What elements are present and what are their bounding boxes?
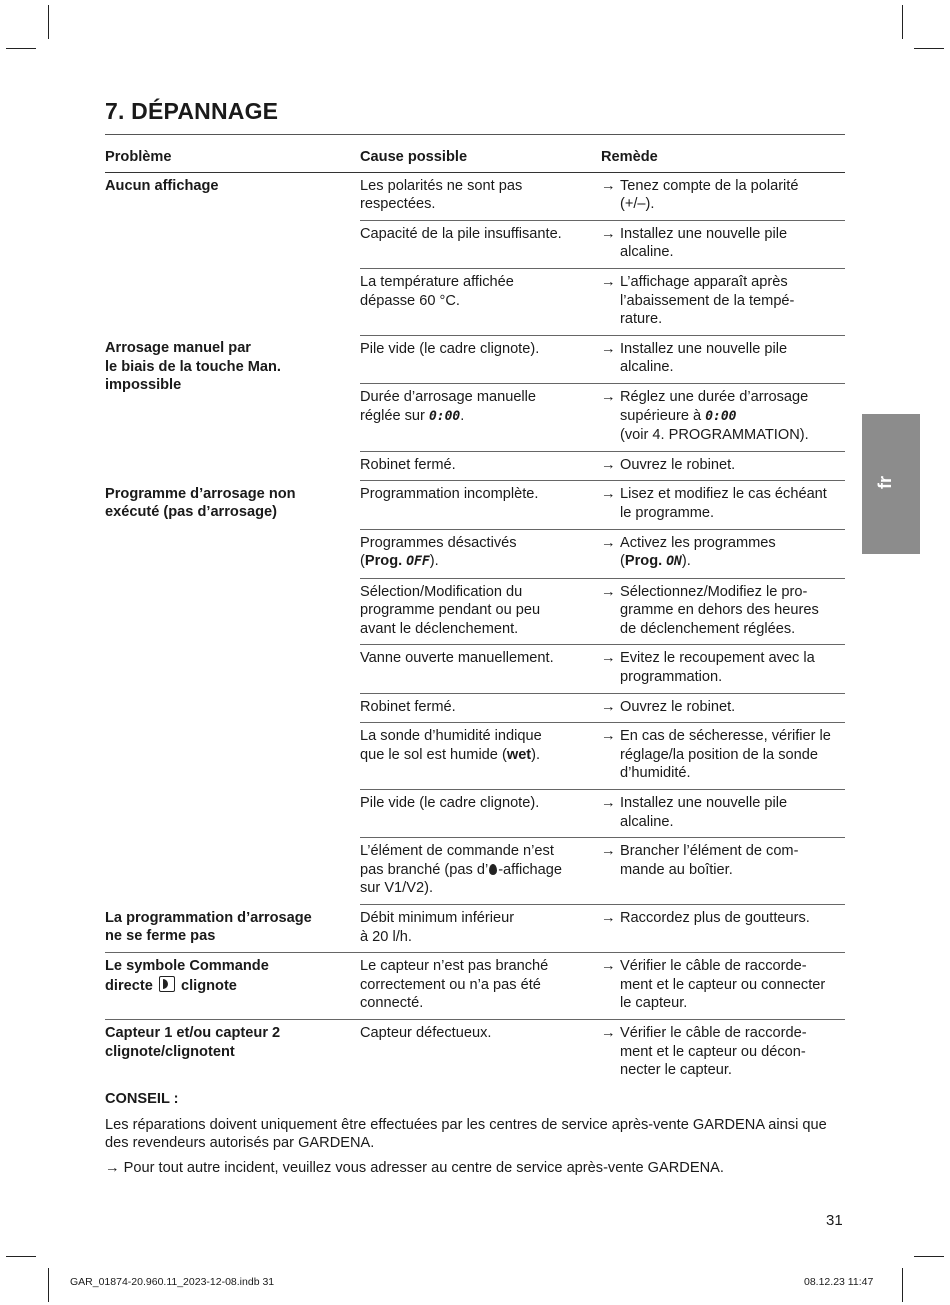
remedy-item — [601, 388, 845, 445]
remedy-cell — [601, 578, 845, 645]
remedy-cell — [601, 1019, 845, 1085]
bold-text: Prog. — [364, 553, 403, 570]
direct-command-icon — [159, 976, 175, 992]
cause-cell: Programmes désactivés (Prog. OFF). — [360, 529, 601, 578]
remedy-text: Evitez le recoupement avec la programmation. — [620, 650, 815, 686]
remedy-text: Brancher l’élément de com- mande au boîtier. — [620, 843, 799, 878]
remedy-cell — [601, 335, 845, 383]
tip-section — [105, 1090, 845, 1183]
arrow-icon: → — [601, 795, 616, 812]
remedy-text: Vérifier le câble de raccorde- ment et le capteur ou décon- necter le capteur. — [620, 1024, 807, 1079]
arrow-icon: → — [601, 910, 616, 926]
remedy-text: Tenez compte de la polarité (+/–). — [620, 177, 799, 213]
header-cause: Cause possible — [360, 143, 601, 172]
remedy-item — [601, 340, 845, 377]
problem-cell: La programmation d’arrosage ne se ferme pas — [105, 905, 360, 953]
cause-cell: La température affichée dépasse 60 °C. — [360, 268, 601, 335]
remedy-text: Réglez une durée d’arrosage supérieure à 0:00 (voir 4. PROGRAMMATION). — [620, 388, 809, 444]
arrow-icon: → — [601, 177, 616, 194]
remedy-text: Installez une nouvelle pile alcaline. — [620, 340, 788, 376]
problem-cell: Arrosage manuel par le biais de la touche Man. impossible — [105, 340, 281, 394]
remedy-text: Ouvrez le robinet. — [620, 456, 736, 473]
remedy-cell — [601, 723, 845, 790]
crop-mark — [902, 1268, 903, 1302]
language-tab-label: fr — [875, 476, 895, 489]
tip-heading: CONSEIL : — [105, 1091, 179, 1107]
remedy-text: Ouvrez le robinet. — [620, 698, 736, 715]
cause-cell: Durée d’arrosage manuelle réglée sur 0:00. — [360, 383, 601, 451]
crop-mark — [6, 1256, 36, 1257]
remedy-text: Installez une nouvelle pile alcaline. — [620, 225, 788, 261]
lcd-value: 0:00 — [428, 408, 461, 424]
table-body — [105, 172, 845, 1086]
crop-mark — [6, 48, 36, 49]
remedy-text: Installez une nouvelle pile alcaline. — [620, 795, 788, 830]
cause-cell: La sonde d’humidité indique que le sol est humide (wet). — [360, 723, 601, 790]
remedy-cell — [601, 953, 845, 1020]
cause-cell: Pile vide (le cadre clignote). — [360, 790, 601, 838]
arrow-icon: → — [601, 486, 616, 503]
cause-cell: Robinet fermé. — [360, 451, 601, 481]
remedy-item — [601, 273, 845, 329]
arrow-icon: → — [601, 728, 616, 745]
table-row — [105, 1019, 845, 1085]
remedy-item — [601, 225, 845, 262]
remedy-text: Activez les programmes (Prog. ON). — [620, 534, 776, 570]
remedy-item — [601, 583, 845, 639]
problem-cell: Le symbole Commande directe clignote — [105, 953, 360, 1020]
remedy-cell — [601, 838, 845, 905]
cause-cell: Les polarités ne sont pas respectées. — [360, 172, 601, 220]
table-row — [105, 172, 845, 220]
remedy-text: Sélectionnez/Modifiez le pro- gramme en dehors des heures de déclenchement réglées. — [620, 583, 819, 637]
remedy-item — [601, 177, 845, 214]
cause-cell: L’élément de commande n’est pas branché (pas d’ -affichage sur V1/V2). — [360, 838, 601, 905]
remedy-item — [601, 1024, 845, 1080]
header-problem: Problème — [105, 143, 360, 172]
page-number: 31 — [826, 1212, 843, 1229]
remedy-text: Lisez et modifiez le cas échéant le programme. — [620, 486, 827, 521]
remedy-item — [601, 794, 845, 831]
crop-mark — [48, 1268, 49, 1302]
table-row — [105, 335, 845, 383]
table-row — [105, 481, 845, 529]
remedy-item — [601, 957, 845, 1013]
remedy-cell — [601, 529, 845, 578]
crop-mark — [48, 5, 49, 39]
remedy-cell — [601, 268, 845, 335]
remedy-cell — [601, 645, 845, 693]
troubleshooting-table — [105, 143, 845, 1086]
remedy-cell — [601, 905, 845, 953]
title-rule — [105, 134, 845, 135]
remedy-item — [601, 909, 845, 928]
remedy-cell — [601, 451, 845, 481]
remedy-item — [601, 485, 845, 522]
remedy-item — [601, 727, 845, 783]
table-row — [105, 905, 845, 953]
table-row — [105, 953, 845, 1020]
header-remedy: Remède — [601, 143, 845, 172]
crop-mark — [914, 1256, 944, 1257]
cause-cell: Vanne ouverte manuellement. — [360, 645, 601, 693]
water-drop-icon — [489, 864, 497, 875]
cause-cell: Le capteur n’est pas branché correctement ou n’a pas été connecté. — [360, 953, 601, 1020]
problem-cell: Capteur 1 et/ou capteur 2 clignote/clignotent — [105, 1024, 281, 1060]
table-header-row — [105, 143, 845, 172]
footer-file-info: GAR_01874-20.960.11_2023-12-08.indb 31 — [70, 1276, 275, 1288]
remedy-item — [601, 456, 845, 475]
remedy-cell — [601, 383, 845, 451]
arrow-icon: → — [601, 340, 616, 357]
arrow-icon: → — [601, 843, 616, 860]
arrow-icon: → — [601, 456, 616, 473]
remedy-item — [601, 842, 845, 879]
bold-text: Prog. — [624, 553, 663, 570]
arrow-icon: → — [601, 388, 616, 405]
language-tab — [862, 414, 920, 554]
remedy-text: L’affichage apparaît après l’abaissement de la tempé- rature. — [620, 273, 795, 328]
footer-timestamp: 08.12.23 11:47 — [804, 1276, 874, 1288]
problem-cell: Programme d’arrosage non exécuté (pas d’arrosage) — [105, 485, 296, 521]
crop-mark — [914, 48, 944, 49]
cause-cell: Débit minimum inférieur à 20 l/h. — [360, 905, 601, 953]
lcd-value: ON — [666, 554, 682, 570]
arrow-icon: → — [601, 225, 616, 242]
remedy-cell — [601, 172, 845, 220]
arrow-icon: → — [601, 958, 616, 975]
troubleshooting-table-wrapper — [105, 143, 845, 1086]
problem-cell: Aucun affichage — [105, 177, 219, 194]
tip-bullet: → Pour tout autre incident, veuillez vous adresser au centre de service après-vente GARDENA. — [105, 1159, 724, 1176]
arrow-icon: → — [601, 1024, 616, 1041]
remedy-item — [601, 649, 845, 686]
tip-text: Les réparations doivent uniquement être effectuées par les centres de service après-vente GARDENA ainsi que des revendeurs autorisés par GARDENA. — [105, 1116, 827, 1152]
remedy-cell — [601, 481, 845, 529]
cause-cell: Sélection/Modification du programme pendant ou peu avant le déclenchement. — [360, 578, 601, 645]
arrow-icon: → — [601, 534, 616, 551]
lcd-value: OFF — [406, 554, 430, 570]
arrow-icon: → — [601, 273, 616, 290]
page-title: 7. DÉPANNAGE — [105, 98, 279, 124]
remedy-cell — [601, 220, 845, 268]
cause-cell: Programmation incomplète. — [360, 481, 601, 529]
bold-text: wet — [506, 746, 532, 763]
arrow-icon: → — [601, 650, 616, 667]
remedy-cell — [601, 693, 845, 723]
arrow-icon: → — [601, 698, 616, 715]
cause-cell: Capteur défectueux. — [360, 1024, 492, 1041]
remedy-item — [601, 698, 845, 717]
remedy-cell — [601, 790, 845, 838]
remedy-item — [601, 534, 845, 572]
cause-cell: Pile vide (le cadre clignote). — [360, 335, 601, 383]
arrow-icon: → — [601, 583, 616, 600]
remedy-text: Vérifier le câble de raccorde- ment et le capteur ou connecter le capteur. — [620, 958, 826, 1012]
cause-cell: Robinet fermé. — [360, 693, 601, 723]
crop-mark — [902, 5, 903, 39]
cause-cell: Capacité de la pile insuffisante. — [360, 220, 601, 268]
remedy-text: En cas de sécheresse, vérifier le réglage/la position de la sonde d’humidité. — [620, 728, 831, 782]
lcd-value: 0:00 — [705, 408, 737, 424]
remedy-text: Raccordez plus de goutteurs. — [620, 910, 810, 926]
